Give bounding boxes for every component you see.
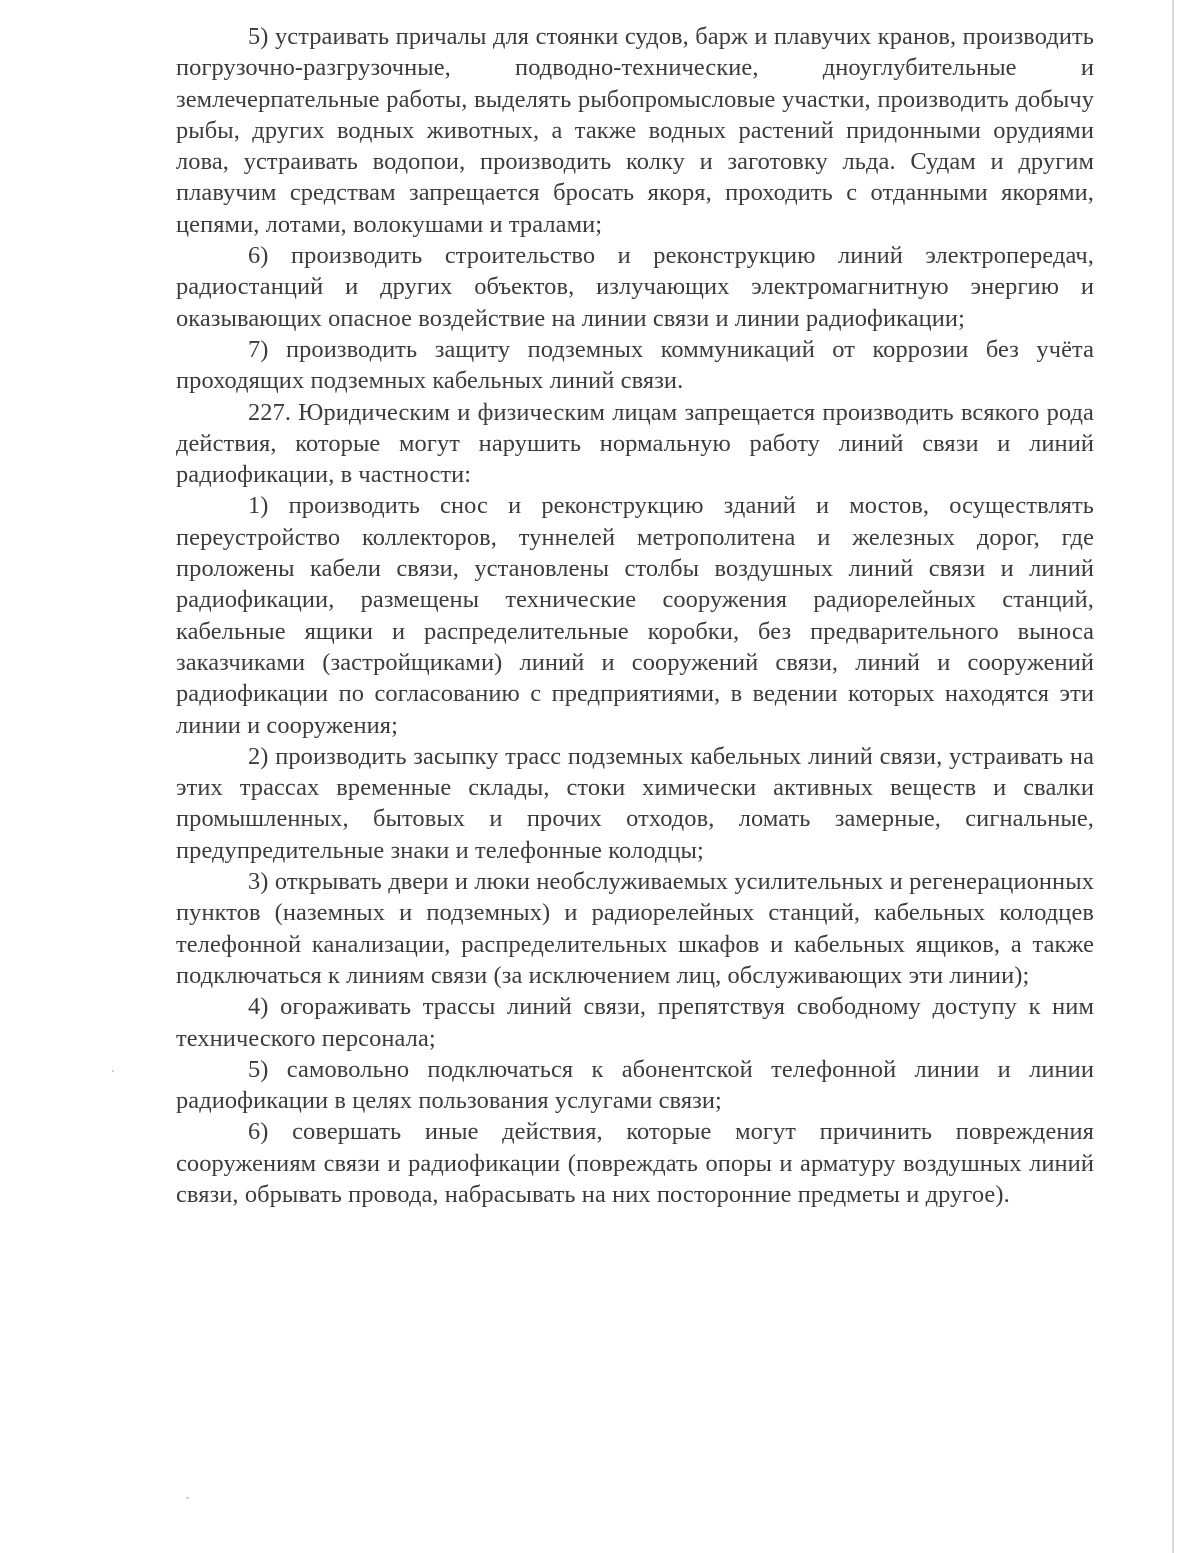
paragraph-item-5-moorings: 5) устраивать причалы для стоянки судов, барж и плавучих кранов, производить погрузочно-разгрузочные, подводно-технические, дноуглубительные и землечерпательные работы, выделять рыбопромысловые участки, производить добычу рыбы, других водных животных, а также водных растений придонными орудиями лова, устраивать водопои, производить колку и заготовку льда. Судам и другим плавучим средствам запрещается бросать якоря, проходить с отданными якорями, цепями, лотами, волокушами и тралами;	[176, 23, 1094, 238]
paragraph-item-6-power-lines: 6) производить строительство и реконструкцию линий электропередач, радиостанций и других объектов, излучающих электромагнитную энергию и оказывающих опасное воздействие на линии связи и линии радиофикации;	[176, 242, 1094, 332]
paragraph-item-5-connection: 5) самовольно подключаться к абонентской телефонной линии и линии радиофикации в целях пользования услугами связи;	[176, 1055, 1094, 1115]
scan-speck	[112, 1070, 114, 1072]
scan-edge-line	[1172, 0, 1174, 1553]
paragraph-item-4-fencing: 4) огораживать трассы линий связи, препятствуя свободному доступу к ним технического персонала;	[176, 993, 1094, 1052]
document-body	[176, 21, 1094, 1210]
paragraph-item-3-hatches: 3) открывать двери и люки необслуживаемых усилительных и регенерационных пунктов (наземных и подземных) и радиорелейных станций, кабельных колодцев телефонной канализации, распределительных шкафов и кабельных ящиков, а также подключаться к линиям связи (за исключением лиц, обслуживающих эти линии);	[176, 868, 1094, 989]
scan-speck	[186, 1497, 189, 1499]
paragraph-item-7-corrosion: 7) производить защиту подземных коммуникаций от коррозии без учёта проходящих подземных кабельных линий связи.	[176, 335, 1094, 395]
paragraph-item-1-demolition: 1) производить снос и реконструкцию зданий и мостов, осуществлять переустройство коллекторов, туннелей метрополитена и железных дорог, где проложены кабели связи, установлены столбы воздушных линий связи и линий радиофикации, размещены технические сооружения радиорелейных станций, кабельные ящики и распределительные коробки, без предварительного выноса заказчиками (застройщиками) линий и сооружений связи, линий и сооружений радиофикации по согласованию с предприятиями, в ведении которых находятся эти линии и сооружения;	[176, 492, 1094, 739]
paragraph-item-6-other-actions: 6) совершать иные действия, которые могут причинить повреждения сооружениям связи и радиофикации (повреждать опоры и арматуру воздушных линий связи, обрывать провода, набрасывать на них посторонние предметы и другое).	[176, 1118, 1094, 1208]
paragraph-item-2-backfill: 2) производить засыпку трасс подземных кабельных линий связи, устраивать на этих трассах временные склады, стоки химически активных веществ и свалки промышленных, бытовых и прочих отходов, ломать замерные, сигнальные, предупредительные знаки и телефонные колодцы;	[176, 742, 1094, 864]
paragraph-clause-227: 227. Юридическим и физическим лицам запрещается производить всякого рода действия, которые могут нарушить нормальную работу линий связи и линий радиофикации, в частности:	[176, 398, 1094, 489]
